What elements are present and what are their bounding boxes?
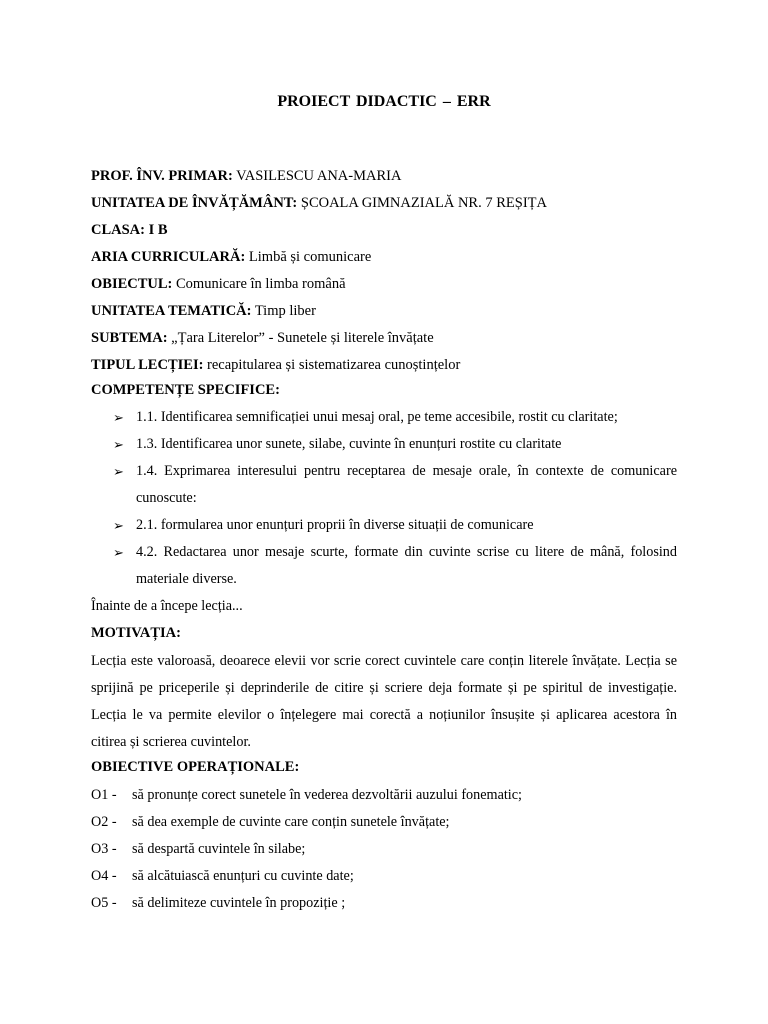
obiectiv-item <box>91 785 522 805</box>
obiective-heading: OBIECTIVE OPERAȚIONALE: <box>91 759 300 775</box>
field-label: PROF. ÎNV. PRIMAR: <box>91 168 233 184</box>
competenta-item <box>113 512 677 539</box>
motivatia-paragraph: Lecția este valoroasă, deoarece elevii vor scrie corect cuvintele care conțin literele învățate. Lecția se sprijină pe priceperile și deprinderile de citire și scriere deja formate și pe spiritul de investigație. Lecția le va permite elevilor o înțelegere mai corectă a noțiunilor însușite și aplicarea acestora în citirea și scrierea cuvintelor. <box>91 653 677 750</box>
competenta-item <box>113 539 677 593</box>
field-school <box>91 193 681 213</box>
competenta-text: 1.1. Identificarea semnificației unui mesaj oral, pe teme accesibile, rostit cu claritate; <box>136 409 618 425</box>
field-value: Limbă și comunicare <box>245 249 372 265</box>
field-teacher <box>91 166 681 186</box>
obiectiv-item <box>91 812 450 832</box>
obiectiv-text: să alcătuiască enunțuri cu cuvinte date; <box>132 868 354 884</box>
competenta-text: 1.3. Identificarea unor sunete, silabe, cuvinte în enunțuri rostite cu claritate <box>136 436 562 452</box>
field-value: Timp liber <box>251 303 316 319</box>
competenta-item <box>113 431 677 458</box>
field-class <box>91 220 681 240</box>
competente-heading: COMPETENȚE SPECIFICE: <box>91 382 280 398</box>
field-label: ARIA CURRICULARĂ: <box>91 249 246 265</box>
obiectiv-code: O5 - <box>91 895 117 911</box>
arrow-bullet-icon: ➢ <box>113 464 124 479</box>
field-label: UNITATEA DE ÎNVĂȚĂMÂNT: <box>91 195 298 211</box>
arrow-bullet-icon: ➢ <box>113 437 124 452</box>
competenta-text: 4.2. Redactarea unor mesaje scurte, formate din cuvinte scrise cu litere de mână, folosind materiale diverse. <box>136 544 677 587</box>
competenta-item <box>113 404 677 431</box>
competenta-item <box>113 458 677 512</box>
arrow-bullet-icon: ➢ <box>113 545 124 560</box>
field-label: SUBTEMA: <box>91 330 168 346</box>
field-value: Comunicare în limba română <box>172 276 346 292</box>
obiectiv-item <box>91 866 354 886</box>
arrow-bullet-icon: ➢ <box>113 518 124 533</box>
field-label: TIPUL LECȚIEI: <box>91 357 204 373</box>
obiectiv-code: O2 - <box>91 814 117 830</box>
field-subtheme <box>91 328 681 348</box>
field-value: ȘCOALA GIMNAZIALĂ NR. 7 REȘIȚA <box>297 195 547 211</box>
field-label: CLASA: I B <box>91 222 168 238</box>
obiectiv-code: O3 - <box>91 841 117 857</box>
field-label: UNITATEA TEMATICĂ: <box>91 303 252 319</box>
competenta-text: 1.4. Exprimarea interesului pentru receptarea de mesaje orale, în contexte de comunicare cunoscute: <box>136 463 677 506</box>
obiectiv-item <box>91 893 345 913</box>
obiectiv-text: să delimiteze cuvintele în propoziție ; <box>132 895 346 911</box>
obiectiv-text: să dea exemple de cuvinte care conțin sunetele învățate; <box>132 814 450 830</box>
obiectiv-code: O4 - <box>91 868 117 884</box>
arrow-bullet-icon: ➢ <box>113 410 124 425</box>
field-value: „Țara Literelor” - Sunetele și literele învățate <box>167 330 434 346</box>
field-label: OBIECTUL: <box>91 276 173 292</box>
obiectiv-text: să despartă cuvintele în silabe; <box>132 841 306 857</box>
field-value: recapitularea și sistematizarea cunoștințelor <box>203 357 461 373</box>
document-title: PROIECT DIDACTIC – ERR <box>277 93 491 110</box>
field-lesson-type <box>91 355 681 375</box>
obiectiv-item <box>91 839 305 859</box>
competenta-text: 2.1. formularea unor enunțuri proprii în diverse situații de comunicare <box>136 517 534 533</box>
obiectiv-text: să pronunțe corect sunetele în vederea dezvoltării auzului fonematic; <box>132 787 522 803</box>
field-curricular-area <box>91 247 681 267</box>
field-thematic-unit <box>91 301 681 321</box>
field-subject <box>91 274 681 294</box>
obiectiv-code: O1 - <box>91 787 117 803</box>
intro-line: Înainte de a începe lecția... <box>91 598 243 614</box>
field-value: VASILESCU ANA-MARIA <box>232 168 402 184</box>
motivatia-heading: MOTIVAȚIA: <box>91 625 181 641</box>
